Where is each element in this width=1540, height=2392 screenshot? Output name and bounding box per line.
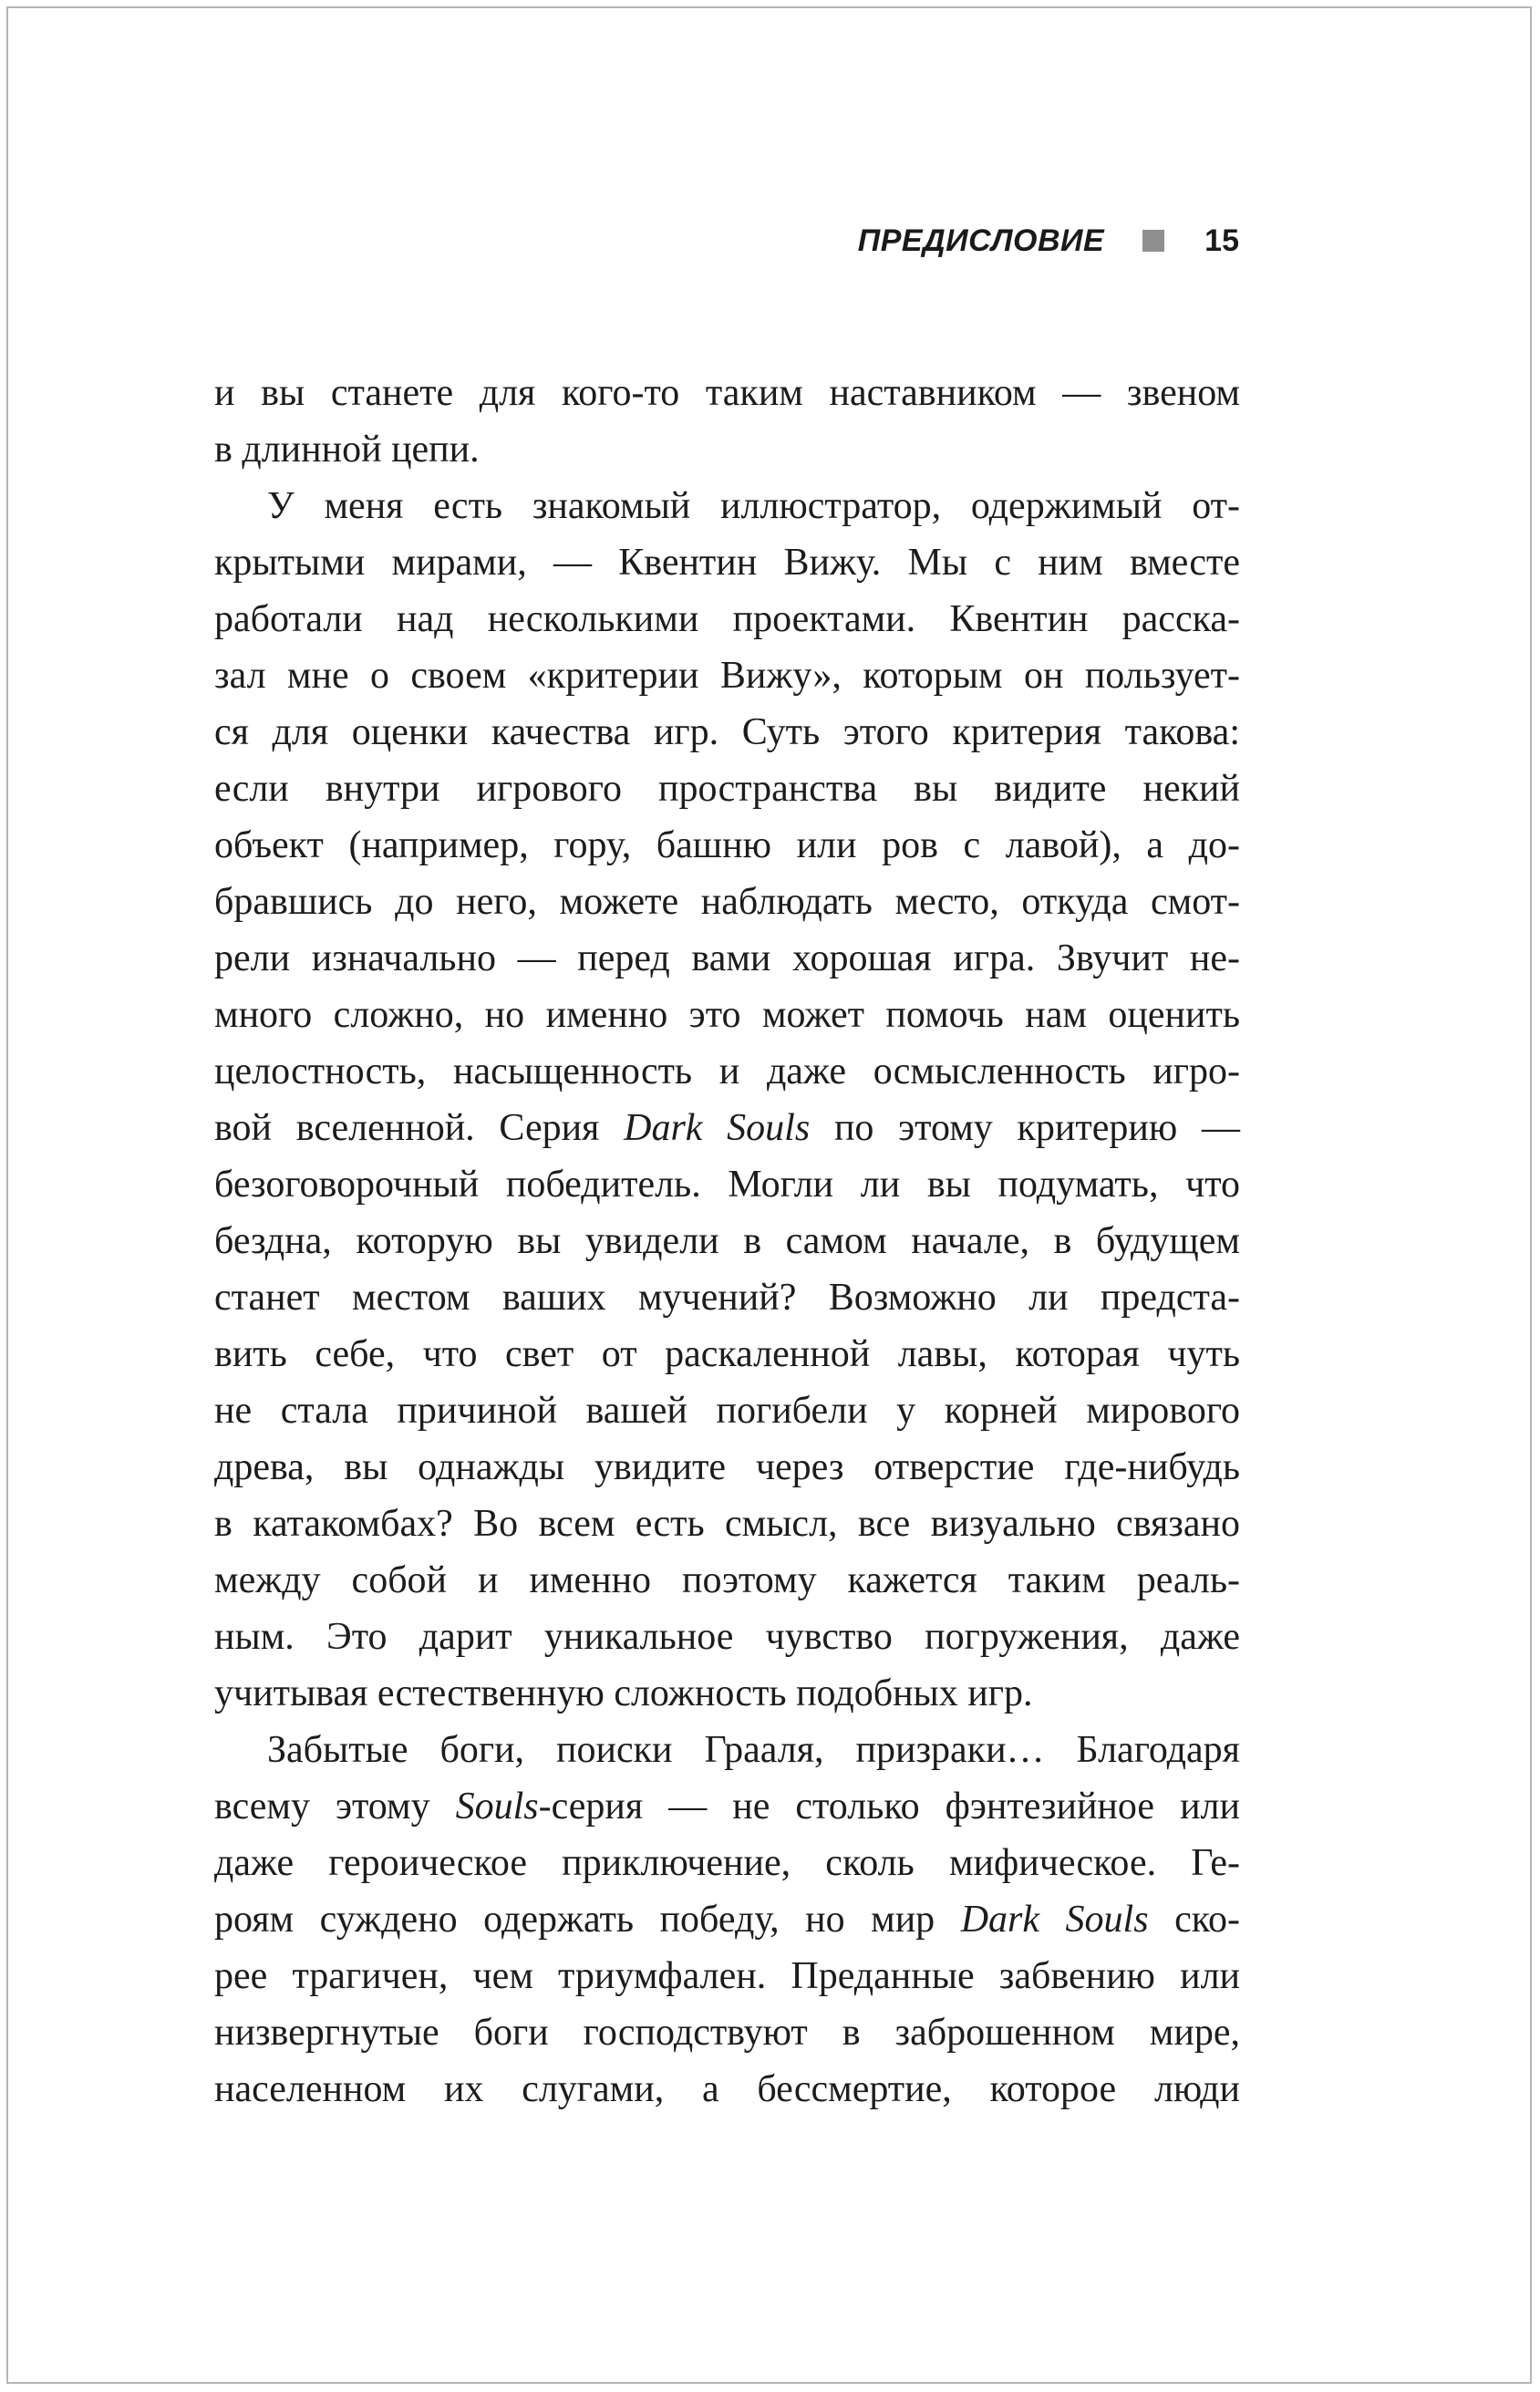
- square-icon: [1142, 230, 1164, 252]
- text-line: между собой и именно поэтому кажется таким реаль-: [214, 1559, 1240, 1601]
- text-line: роям суждено одержать победу, но мир Dark Souls ско-: [214, 1899, 1240, 1941]
- text-line: крытыми мирами, — Квентин Вижу. Мы с ним вместе: [214, 542, 1240, 584]
- text-line: Забытые боги, поиски Грааля, призраки… Благодаря: [267, 1729, 1240, 1771]
- text-line: вить себе, что свет от раскаленной лавы, которая чуть: [214, 1333, 1240, 1375]
- text-line: учитывая естественную сложность подобных игр.: [214, 1672, 1033, 1714]
- section-title: ПРЕДИСЛОВИЕ: [857, 223, 1105, 258]
- text-line: ным. Это дарит уникальное чувство погружения, даже: [214, 1616, 1240, 1658]
- text-line: рее трагичен, чем триумфален. Преданные забвению или: [214, 1955, 1240, 1997]
- text-line: низвергнутые боги господствуют в заброшенном мире,: [214, 2012, 1240, 2054]
- text-line: населенном их слугами, а бессмертие, которое люди: [214, 2068, 1240, 2110]
- text-line: в катакомбах? Во всем есть смысл, все визуально связано: [214, 1503, 1240, 1545]
- body-text: [214, 365, 1240, 2118]
- text-line: в длинной цепи.: [214, 429, 480, 471]
- series-title: Souls: [455, 1786, 539, 1828]
- text-line: если внутри игрового пространства вы видите некий: [214, 768, 1240, 810]
- text-line: всему этому Souls-серия — не столько фэнтезийное или: [214, 1786, 1240, 1828]
- text-line: рели изначально — перед вами хорошая игра. Звучит не-: [214, 937, 1240, 979]
- text-line: бездна, которую вы увидели в самом начале, в будущем: [214, 1220, 1240, 1262]
- text-line: даже героическое приключение, сколь мифическое. Ге-: [214, 1842, 1240, 1884]
- text-line: безоговорочный победитель. Могли ли вы подумать, что: [214, 1164, 1240, 1206]
- text-line: работали над несколькими проектами. Квентин расска-: [214, 598, 1240, 640]
- page-number: 15: [1204, 223, 1239, 258]
- text-line: древа, вы однажды увидите через отверстие где-нибудь: [214, 1446, 1240, 1488]
- text-line: бравшись до него, можете наблюдать место, откуда смот-: [214, 881, 1240, 923]
- text-line: объект (например, гору, башню или ров с лавой), а до-: [214, 824, 1240, 866]
- text-line: У меня есть знакомый иллюстратор, одержимый от-: [267, 485, 1240, 527]
- game-title: Dark Souls: [960, 1899, 1149, 1941]
- running-head: [858, 221, 1239, 261]
- text-line: зал мне о своем «критерии Вижу», которым он пользует-: [214, 655, 1240, 697]
- text-line: и вы станете для кого-то таким наставником — звеном: [214, 372, 1240, 414]
- text-line: не стала причиной вашей погибели у корней мирового: [214, 1390, 1240, 1432]
- text-line: вой вселенной. Серия Dark Souls по этому критерию —: [214, 1107, 1240, 1149]
- text-line: станет местом ваших мучений? Возможно ли предста-: [214, 1277, 1240, 1319]
- text-line: ся для оценки качества игр. Суть этого критерия такова:: [214, 711, 1240, 753]
- text-line: целостность, насыщенность и даже осмысленность игро-: [214, 1051, 1240, 1092]
- text-line: много сложно, но именно это может помочь нам оценить: [214, 994, 1240, 1036]
- game-title: Dark Souls: [624, 1107, 811, 1149]
